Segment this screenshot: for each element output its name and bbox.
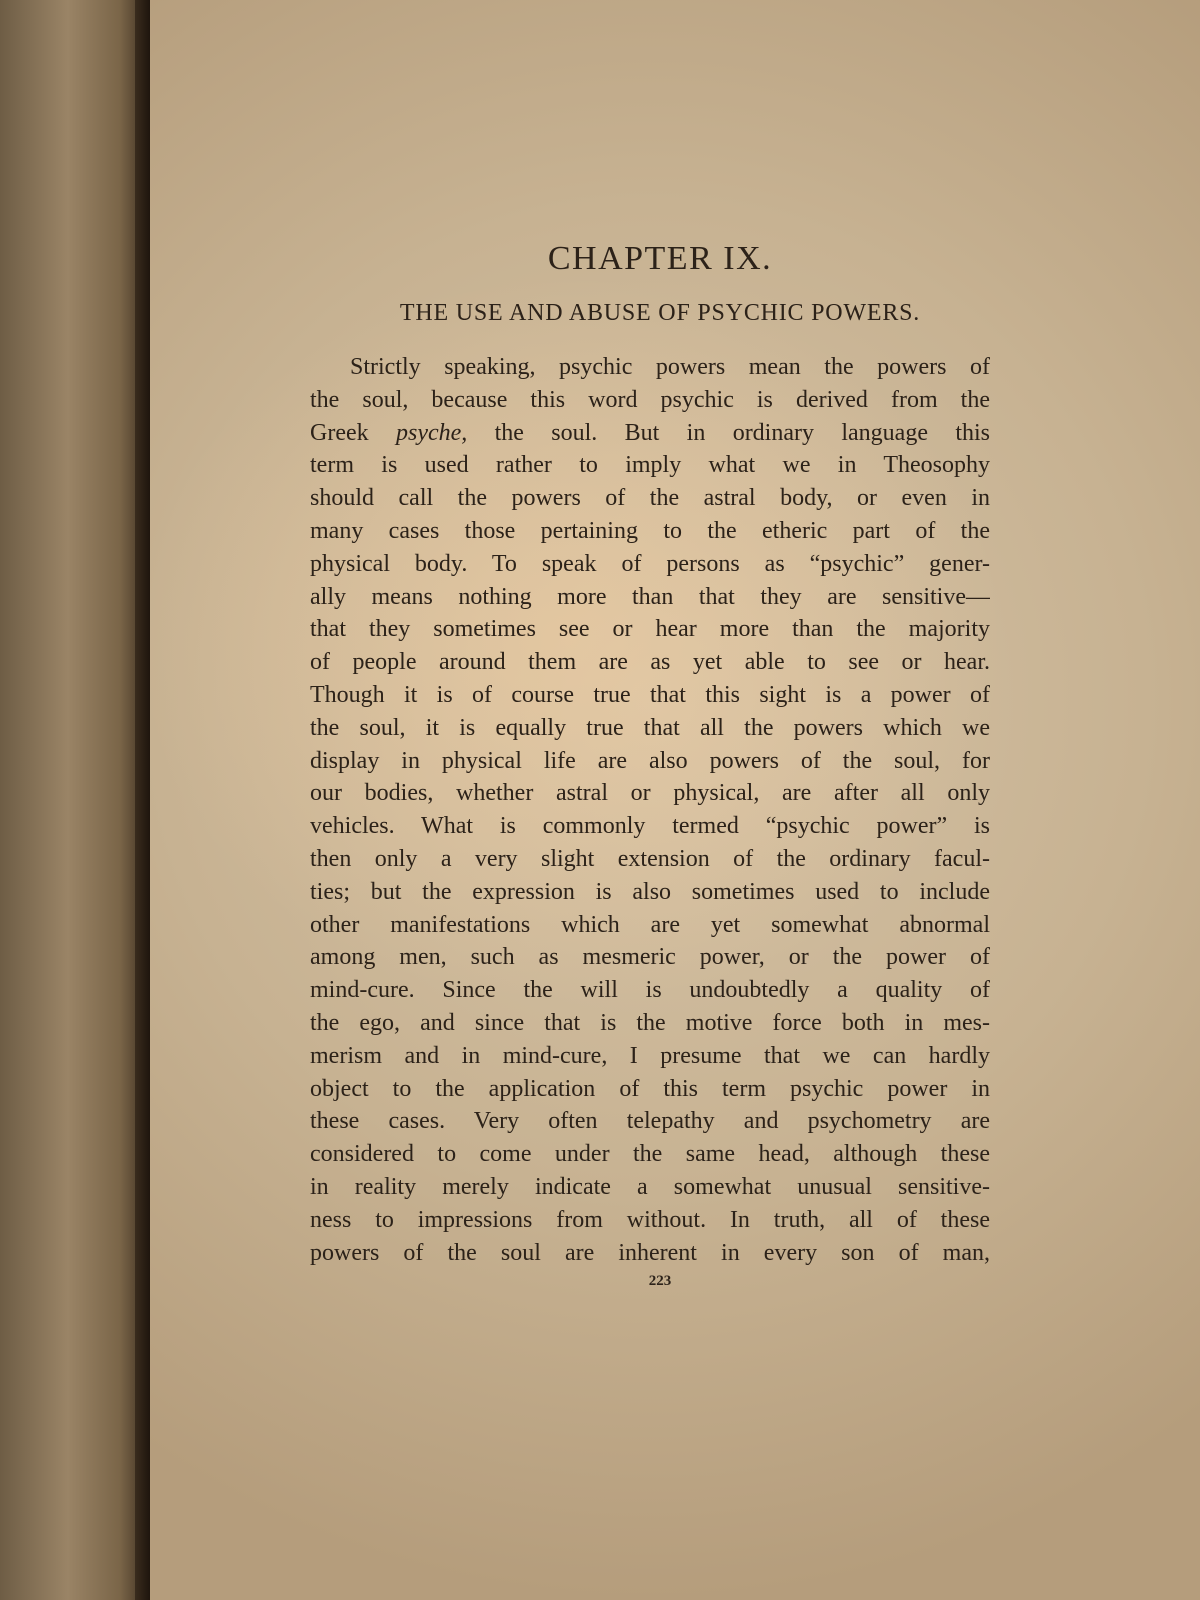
- page-number: 223: [648, 1273, 672, 1290]
- chapter-subtitle: THE USE AND ABUSE OF PSYCHIC POWERS.: [399, 300, 921, 326]
- text-line: should call the powers of the astral body, or even in: [310, 485, 990, 512]
- text-line: the ego, and since that is the motive force both in mes-: [310, 1009, 990, 1036]
- text-line: in reality merely indicate a somewhat unusual sensitive-: [310, 1173, 990, 1200]
- text-line: the soul, it is equally true that all the powers which we: [310, 714, 990, 741]
- text-line: then only a very slight extension of the ordinary facul-: [310, 845, 990, 872]
- text-line: physical body. To speak of persons as “psychic” gener-: [310, 550, 990, 577]
- text-line: term is used rather to imply what we in Theosophy: [310, 452, 990, 479]
- book-page: [150, 0, 1200, 1600]
- text-line: mind-cure. Since the will is undoubtedly a quality of: [310, 977, 990, 1004]
- text-line: vehicles. What is commonly termed “psychic power” is: [310, 813, 990, 840]
- text-line: ness to impressions from without. In truth, all of these: [310, 1206, 990, 1233]
- text-line: our bodies, whether astral or physical, are after all only: [310, 780, 990, 807]
- text-line: these cases. Very often telepathy and psychometry are: [310, 1108, 990, 1135]
- page-content: [310, 240, 990, 1290]
- text-line: other manifestations which are yet somewhat abnormal: [310, 911, 990, 938]
- body-text: [310, 351, 990, 1269]
- text-line: many cases those pertaining to the etheric part of the: [310, 517, 990, 544]
- chapter-title: CHAPTER IX.: [547, 240, 773, 277]
- text-line: display in physical life are also powers of the soul, for: [310, 747, 990, 774]
- text-line: ties; but the expression is also sometimes used to include: [310, 878, 990, 905]
- text-line: powers of the soul are inherent in every son of man,: [310, 1239, 990, 1266]
- text-line: ally means nothing more than that they are sensitive—: [310, 583, 990, 610]
- left-page-edge: [0, 0, 150, 1600]
- text-line: among men, such as mesmeric power, or the power of: [310, 944, 990, 971]
- text-line: Though it is of course true that this sight is a power of: [310, 681, 990, 708]
- text-line: Greek psyche, the soul. But in ordinary language this: [310, 419, 990, 446]
- text-line: that they sometimes see or hear more than the majority: [310, 616, 990, 643]
- text-line: merism and in mind-cure, I presume that we can hardly: [310, 1042, 990, 1069]
- text-line: Strictly speaking, psychic powers mean the powers of: [350, 354, 990, 380]
- text-line: object to the application of this term psychic power in: [310, 1075, 990, 1102]
- text-line: considered to come under the same head, although these: [310, 1141, 990, 1168]
- text-line: of people around them are as yet able to see or hear.: [310, 649, 990, 676]
- text-line: the soul, because this word psychic is derived from the: [310, 386, 990, 413]
